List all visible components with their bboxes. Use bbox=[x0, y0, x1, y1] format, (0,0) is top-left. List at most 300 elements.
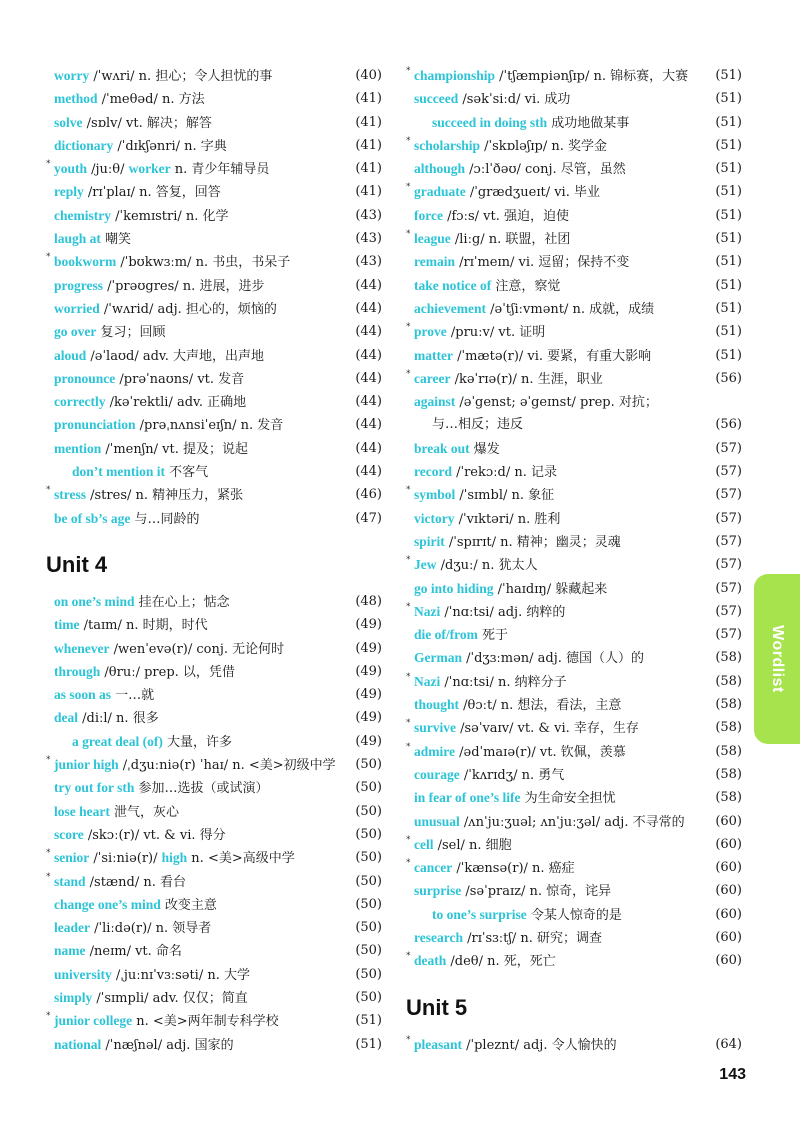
wordlist-entry bbox=[46, 134, 382, 157]
definition: /dʒuː/ n. 犹太人 bbox=[436, 558, 538, 574]
page-ref: (50) bbox=[355, 920, 382, 936]
headword: reply bbox=[54, 184, 84, 200]
page-ref: (60) bbox=[715, 953, 742, 969]
wordlist-entry bbox=[46, 460, 382, 483]
star-icon: * bbox=[46, 848, 51, 859]
headword: deal bbox=[54, 710, 79, 726]
headword: unusual bbox=[414, 813, 460, 829]
wordlist-entry bbox=[406, 413, 742, 436]
wordlist-entry bbox=[406, 623, 742, 646]
wordlist-entry bbox=[46, 64, 382, 87]
star-icon: * bbox=[406, 182, 411, 193]
definition: 参加…选拔（或试演） bbox=[134, 781, 269, 797]
headword: laugh at bbox=[54, 231, 101, 247]
wordlist-entry bbox=[406, 577, 742, 600]
wordlist-entry bbox=[46, 893, 382, 916]
headword: pronounce bbox=[54, 370, 116, 386]
wordlist-entry bbox=[46, 483, 382, 506]
definition: /ˌjuːnɪˈvɜːsəti/ n. 大学 bbox=[111, 967, 250, 983]
headword: try out for sth bbox=[54, 780, 135, 796]
definition: 不客气 bbox=[165, 465, 209, 481]
headword: senior bbox=[54, 850, 90, 866]
page-ref: (49) bbox=[355, 640, 382, 656]
wordlist-entry bbox=[406, 1033, 742, 1056]
right-column bbox=[406, 64, 742, 1056]
headword: cancer bbox=[414, 860, 453, 876]
wordlist-entry bbox=[406, 553, 742, 576]
star-icon: * bbox=[406, 485, 411, 496]
wordlist-entry bbox=[46, 227, 382, 250]
definition: /səkˈsiːd/ vi. 成功 bbox=[458, 92, 571, 108]
page-ref: (60) bbox=[715, 860, 742, 876]
headword: Nazi bbox=[414, 603, 441, 619]
wordlist-entry bbox=[406, 134, 742, 157]
page-ref: (50) bbox=[355, 803, 382, 819]
headword: surprise bbox=[414, 883, 462, 899]
page-ref: (50) bbox=[355, 966, 382, 982]
wordlist-entry bbox=[406, 437, 742, 460]
headword: remain bbox=[414, 254, 455, 270]
page-ref: (50) bbox=[355, 896, 382, 912]
headword: force bbox=[414, 207, 443, 223]
wordlist-entry bbox=[406, 949, 742, 972]
definition: /ʌnˈjuːʒuəl; ʌnˈjuːʒəl/ adj. 不寻常的 bbox=[459, 814, 685, 830]
page-ref: (58) bbox=[715, 766, 742, 782]
wordlist-entry bbox=[406, 344, 742, 367]
page-ref: (58) bbox=[715, 697, 742, 713]
definition: 为生命安全担忧 bbox=[520, 791, 616, 807]
definition: 泄气，灰心 bbox=[109, 804, 179, 820]
definition: /ˈsɪmpli/ adv. 仅仅；简直 bbox=[92, 990, 248, 1006]
page-ref: (47) bbox=[355, 510, 382, 526]
star-icon: * bbox=[406, 66, 411, 76]
definition: /ˈpleznt/ adj. 令人愉快的 bbox=[462, 1037, 617, 1053]
headword: to one’s surprise bbox=[432, 906, 527, 922]
star-icon: * bbox=[406, 741, 411, 752]
headword: succeed in doing sth bbox=[432, 114, 548, 130]
page-ref: (60) bbox=[715, 906, 742, 922]
wordlist-entry bbox=[406, 274, 742, 297]
wordlist-entry bbox=[46, 437, 382, 460]
definition: /stres/ n. 精神压力，紧张 bbox=[86, 488, 244, 504]
page-ref: (60) bbox=[715, 929, 742, 945]
definition: /ˈdɪkʃənri/ n. 字典 bbox=[113, 138, 227, 154]
page-ref: (51) bbox=[715, 207, 742, 223]
page-ref: (49) bbox=[355, 663, 382, 679]
definition: /əˈtʃiːvmənt/ n. 成就，成绩 bbox=[485, 301, 655, 317]
wordlist-entry bbox=[46, 87, 382, 110]
definition: /ˈkemɪstri/ n. 化学 bbox=[110, 208, 229, 224]
definition: /rɪˈplaɪ/ n. 答复，回答 bbox=[83, 185, 221, 201]
headword: through bbox=[54, 663, 101, 679]
wordlist-entry bbox=[46, 204, 382, 227]
wordlist-entry bbox=[406, 297, 742, 320]
page-ref: (49) bbox=[355, 617, 382, 633]
star-icon: * bbox=[46, 1011, 51, 1022]
page-ref: (51) bbox=[715, 68, 742, 83]
wordlist-entry bbox=[406, 600, 742, 623]
page-ref: (51) bbox=[715, 254, 742, 270]
wordlist-entry bbox=[406, 367, 742, 390]
wordlist-entry bbox=[406, 763, 742, 786]
page-ref: (57) bbox=[715, 533, 742, 549]
wordlist-entry bbox=[46, 800, 382, 823]
wordlist-entry bbox=[46, 846, 382, 869]
wordlist-entry bbox=[46, 660, 382, 683]
headword: courage bbox=[414, 766, 460, 782]
definition: /əˈgenst; əˈgeɪnst/ prep. 对抗； bbox=[455, 395, 658, 411]
wordlist-entry bbox=[406, 390, 742, 413]
headword: be of sb’s age bbox=[54, 510, 131, 526]
page-ref: (43) bbox=[355, 207, 382, 223]
headword: score bbox=[54, 826, 84, 842]
headword: don’t mention it bbox=[72, 464, 166, 480]
definition: /ˈwʌrid/ adj. 担心的，烦恼的 bbox=[99, 301, 277, 317]
headword: change one’s mind bbox=[54, 896, 161, 912]
page-ref: (60) bbox=[715, 813, 742, 829]
definition: 改变主意 bbox=[160, 897, 217, 913]
headword: as soon as bbox=[54, 687, 112, 703]
page-ref: (58) bbox=[715, 743, 742, 759]
headword: correctly bbox=[54, 394, 106, 410]
page-number: 143 bbox=[719, 1066, 746, 1083]
headword: solve bbox=[54, 114, 83, 130]
headword: pronunciation bbox=[54, 417, 136, 433]
headword: time bbox=[54, 617, 80, 633]
star-icon: * bbox=[406, 229, 411, 240]
headword: break out bbox=[414, 440, 470, 456]
definition: /ˈtʃæmpiənʃɪp/ n. 锦标赛，大赛 bbox=[495, 69, 689, 84]
star-icon: * bbox=[406, 555, 411, 566]
definition: /prəˈnaʊns/ vt. 发音 bbox=[115, 371, 245, 387]
page-ref: (44) bbox=[355, 417, 382, 433]
unit-heading: Unit 4 bbox=[46, 551, 108, 577]
headword: youth bbox=[54, 161, 88, 177]
definition: /ˈliːdə(r)/ n. 领导者 bbox=[90, 921, 212, 937]
page-ref: (57) bbox=[715, 487, 742, 503]
definition: /liːg/ n. 联盟，社团 bbox=[450, 232, 571, 248]
headword: scholarship bbox=[414, 137, 481, 153]
wordlist-entry bbox=[46, 297, 382, 320]
page-ref: (41) bbox=[355, 137, 382, 153]
page-ref: (41) bbox=[355, 91, 382, 107]
definition: /ˈprəʊgres/ n. 进展，进步 bbox=[103, 278, 265, 294]
definition: /ˈwʌri/ n. 担心；令人担忧的事 bbox=[89, 69, 273, 84]
star-icon: * bbox=[46, 755, 51, 766]
page-ref: (51) bbox=[715, 300, 742, 316]
headword: junior college bbox=[54, 1013, 133, 1029]
wordlist-entry bbox=[46, 1009, 382, 1032]
page-ref: (51) bbox=[715, 231, 742, 247]
headword: research bbox=[414, 929, 463, 945]
page-ref: (58) bbox=[715, 790, 742, 806]
headword: lose heart bbox=[54, 803, 110, 819]
headword: prove bbox=[414, 324, 447, 340]
wordlist-entry bbox=[46, 344, 382, 367]
definition: 大量，许多 bbox=[162, 734, 232, 750]
left-column bbox=[46, 64, 382, 1056]
definition: 挂在心上；惦念 bbox=[134, 594, 230, 610]
wordlist-entry bbox=[406, 903, 742, 926]
page-ref: (44) bbox=[355, 277, 382, 293]
headword: progress bbox=[54, 277, 104, 293]
definition: /ˈmætə(r)/ vi. 要紧，有重大影响 bbox=[452, 348, 652, 364]
definition: /ˈgrædʒueɪt/ vi. 毕业 bbox=[465, 185, 600, 201]
page-ref: (57) bbox=[715, 627, 742, 643]
wordlist-entry bbox=[406, 157, 742, 180]
page-ref: (51) bbox=[715, 347, 742, 363]
page-ref: (51) bbox=[355, 1013, 382, 1029]
headword: admire bbox=[414, 743, 455, 759]
wordlist-entry bbox=[46, 753, 382, 776]
headword: spirit bbox=[414, 533, 445, 549]
definition: /wenˈevə(r)/ conj. 无论何时 bbox=[109, 641, 285, 657]
page-ref: (49) bbox=[355, 710, 382, 726]
definition: /rɪˈmeɪn/ vi. 逗留；保持不变 bbox=[455, 255, 630, 271]
headword: graduate bbox=[414, 184, 466, 200]
definition: /ˈrekɔːd/ n. 记录 bbox=[451, 465, 557, 481]
page-ref: (57) bbox=[715, 580, 742, 596]
headword: record bbox=[414, 464, 452, 480]
definition: /rɪˈsɜːtʃ/ n. 研究；调查 bbox=[462, 930, 603, 946]
page-ref: (64) bbox=[715, 1036, 742, 1052]
star-icon: * bbox=[406, 1034, 411, 1045]
page-ref: (60) bbox=[715, 836, 742, 852]
headword: go over bbox=[54, 324, 97, 340]
page-ref: (50) bbox=[355, 757, 382, 773]
definition: /ˈnæʃnəl/ adj. 国家的 bbox=[101, 1037, 234, 1053]
headword: Jew bbox=[414, 557, 437, 573]
wordlist-entry bbox=[46, 776, 382, 799]
star-icon: * bbox=[406, 858, 411, 869]
page-ref: (43) bbox=[355, 254, 382, 270]
definition: 与…相反；违反 bbox=[432, 417, 524, 433]
page-ref: (57) bbox=[715, 464, 742, 480]
headword: cell bbox=[414, 836, 434, 852]
star-icon: * bbox=[406, 718, 411, 729]
page-ref: (49) bbox=[355, 733, 382, 749]
wordlist-entry bbox=[406, 670, 742, 693]
page-ref: (48) bbox=[355, 593, 382, 609]
wordlist-entry bbox=[406, 530, 742, 553]
definition: /əˈlaʊd/ adv. 大声地，出声地 bbox=[86, 348, 265, 364]
page-ref: (49) bbox=[355, 687, 382, 703]
wordlist-entry bbox=[406, 320, 742, 343]
headword: worried bbox=[54, 300, 100, 316]
definition: 注意，察觉 bbox=[491, 278, 561, 294]
page-ref: (58) bbox=[715, 650, 742, 666]
definition: 爆发 bbox=[469, 441, 500, 457]
definition: 成功地做某事 bbox=[547, 115, 630, 131]
definition: /stænd/ n. 看台 bbox=[85, 874, 186, 890]
wordlist-entry bbox=[46, 413, 382, 436]
headword: dictionary bbox=[54, 137, 114, 153]
page-ref: (43) bbox=[355, 231, 382, 247]
headword: on one’s mind bbox=[54, 593, 135, 609]
wordlist-entry bbox=[406, 87, 742, 110]
headword: junior high bbox=[54, 757, 119, 773]
wordlist-tab[interactable] bbox=[754, 574, 800, 744]
wordlist-entry bbox=[406, 693, 742, 716]
page-ref: (44) bbox=[355, 324, 382, 340]
wordlist-entry bbox=[46, 916, 382, 939]
wordlist-entry bbox=[46, 157, 382, 180]
page-ref: (51) bbox=[715, 137, 742, 153]
star-icon: * bbox=[406, 951, 411, 962]
star-icon: * bbox=[406, 368, 411, 379]
definition: /skɔː(r)/ vt. & vi. 得分 bbox=[83, 827, 226, 843]
headword: university bbox=[54, 966, 112, 982]
headword: succeed bbox=[414, 91, 459, 107]
definition: n. <美>两年制专科学校 bbox=[132, 1014, 279, 1030]
headword: pleasant bbox=[414, 1036, 463, 1052]
headword: simply bbox=[54, 989, 93, 1005]
headword: career bbox=[414, 370, 451, 386]
wordlist-entry bbox=[406, 180, 742, 203]
definition: /səˈvaɪv/ vt. & vi. 幸存，生存 bbox=[456, 721, 639, 737]
headword: worker bbox=[128, 161, 171, 177]
wordlist-entry bbox=[406, 786, 742, 809]
definition: n. 青少年辅导员 bbox=[170, 162, 270, 178]
page-ref: (41) bbox=[355, 161, 382, 177]
page-ref: (44) bbox=[355, 370, 382, 386]
definition: /prəˌnʌnsiˈeɪʃn/ n. 发音 bbox=[135, 418, 284, 434]
headword: thought bbox=[414, 697, 460, 713]
page-ref: (44) bbox=[355, 347, 382, 363]
wordlist-entry bbox=[46, 613, 382, 636]
wordlist-entry bbox=[46, 823, 382, 846]
page-ref: (40) bbox=[355, 68, 382, 83]
definition: 嘲笑 bbox=[100, 232, 132, 248]
definition: /ˈbʊkwɜːm/ n. 书虫，书呆子 bbox=[116, 255, 291, 271]
wordlist-entry bbox=[406, 833, 742, 856]
headword: survive bbox=[414, 720, 456, 736]
definition: /θruː/ prep. 以，凭借 bbox=[100, 664, 235, 680]
page-ref: (51) bbox=[715, 324, 742, 340]
headword: in fear of one’s life bbox=[414, 790, 521, 806]
page-ref: (51) bbox=[355, 1036, 382, 1052]
definition: /ˈhaɪdɪŋ/ 躲藏起来 bbox=[493, 581, 608, 597]
wordlist-entry bbox=[406, 460, 742, 483]
definition: /ˈdʒɜːmən/ adj. 德国（人）的 bbox=[462, 651, 645, 667]
star-icon: * bbox=[46, 159, 51, 170]
definition: /θɔːt/ n. 想法，看法，主意 bbox=[459, 698, 622, 714]
page-ref: (57) bbox=[715, 557, 742, 573]
wordlist-entry bbox=[46, 367, 382, 390]
definition: /ˈmeθəd/ n. 方法 bbox=[97, 92, 205, 108]
headword: whenever bbox=[54, 640, 110, 656]
definition: /ˈsɪmbl/ n. 象征 bbox=[455, 488, 555, 504]
definition: /ˈmenʃn/ vt. 提及；说起 bbox=[101, 441, 248, 457]
page-ref: (56) bbox=[715, 417, 742, 433]
unit-heading: Unit 5 bbox=[406, 994, 468, 1020]
page-ref: (56) bbox=[715, 370, 742, 386]
definition: /ˈnɑːtsi/ n. 纳粹分子 bbox=[440, 674, 567, 690]
definition: /ˈnɑːtsi/ adj. 纳粹的 bbox=[440, 604, 566, 620]
definition: /ɔːlˈðəʊ/ conj. 尽管，虽然 bbox=[465, 162, 626, 178]
wordlist-entry bbox=[46, 963, 382, 986]
wordlist-entry bbox=[46, 111, 382, 134]
page-ref: (51) bbox=[715, 161, 742, 177]
headword: method bbox=[54, 91, 98, 107]
page-ref: (50) bbox=[355, 943, 382, 959]
star-icon: * bbox=[406, 322, 411, 333]
page-ref: (57) bbox=[715, 440, 742, 456]
page-ref: (51) bbox=[715, 114, 742, 130]
definition: /ˈkænsə(r)/ n. 癌症 bbox=[452, 861, 575, 877]
star-icon: * bbox=[46, 252, 51, 263]
page-ref: (57) bbox=[715, 603, 742, 619]
headword: against bbox=[414, 394, 456, 410]
wordlist-entry bbox=[46, 180, 382, 203]
star-icon: * bbox=[406, 834, 411, 845]
headword: die of/from bbox=[414, 627, 478, 643]
page-ref: (60) bbox=[715, 883, 742, 899]
definition: 一…就 bbox=[111, 688, 155, 704]
star-icon: * bbox=[406, 671, 411, 682]
headword: leader bbox=[54, 920, 90, 936]
page-ref: (50) bbox=[355, 989, 382, 1005]
headword: chemistry bbox=[54, 207, 111, 223]
wordlist-entry bbox=[46, 590, 382, 613]
headword: Nazi bbox=[414, 673, 441, 689]
definition: /ədˈmaɪə(r)/ vt. 钦佩，羡慕 bbox=[455, 744, 626, 760]
definition: /ˈskɒləʃɪp/ n. 奖学金 bbox=[480, 138, 607, 154]
headword: matter bbox=[414, 347, 453, 363]
headword: name bbox=[54, 943, 86, 959]
headword: championship bbox=[414, 68, 496, 83]
page-ref: (58) bbox=[715, 720, 742, 736]
page-ref: (50) bbox=[355, 826, 382, 842]
definition: /kəˈrektli/ adv. 正确地 bbox=[105, 395, 247, 411]
wordlist-entry bbox=[406, 926, 742, 949]
headword: league bbox=[414, 231, 451, 247]
wordlist-entry bbox=[406, 856, 742, 879]
definition: /sɒlv/ vt. 解决；解答 bbox=[82, 115, 212, 131]
headword: high bbox=[161, 850, 188, 866]
page-ref: (50) bbox=[355, 850, 382, 866]
headword: stand bbox=[54, 873, 86, 889]
headword: victory bbox=[414, 510, 455, 526]
definition: /ˈvɪktəri/ n. 胜利 bbox=[454, 511, 561, 527]
wordlist-entry bbox=[46, 637, 382, 660]
page-ref: (44) bbox=[355, 440, 382, 456]
star-icon: * bbox=[406, 135, 411, 146]
page-ref: (51) bbox=[715, 277, 742, 293]
definition: 复习；回顾 bbox=[96, 325, 166, 341]
page-ref: (44) bbox=[355, 464, 382, 480]
wordlist-entry bbox=[406, 740, 742, 763]
page-ref: (50) bbox=[355, 780, 382, 796]
definition: n. <美>高级中学 bbox=[187, 851, 295, 867]
definition: 令某人惊奇的是 bbox=[526, 907, 622, 923]
headword: bookworm bbox=[54, 254, 117, 270]
page-ref: (57) bbox=[715, 510, 742, 526]
headword: German bbox=[414, 650, 462, 666]
wordlist-entry bbox=[46, 986, 382, 1009]
wordlist-entry bbox=[406, 250, 742, 273]
headword: symbol bbox=[414, 487, 456, 503]
wordlist-entry bbox=[406, 879, 742, 902]
definition: /diːl/ n. 很多 bbox=[78, 711, 159, 727]
headword: national bbox=[54, 1036, 102, 1052]
wordlist-entry bbox=[46, 706, 382, 729]
page-ref: (41) bbox=[355, 114, 382, 130]
definition: /juːθ/ bbox=[87, 162, 129, 178]
definition: /səˈpraɪz/ n. 惊奇，诧异 bbox=[461, 884, 612, 900]
wordlist-entry bbox=[46, 274, 382, 297]
wordlist-entry bbox=[46, 939, 382, 962]
